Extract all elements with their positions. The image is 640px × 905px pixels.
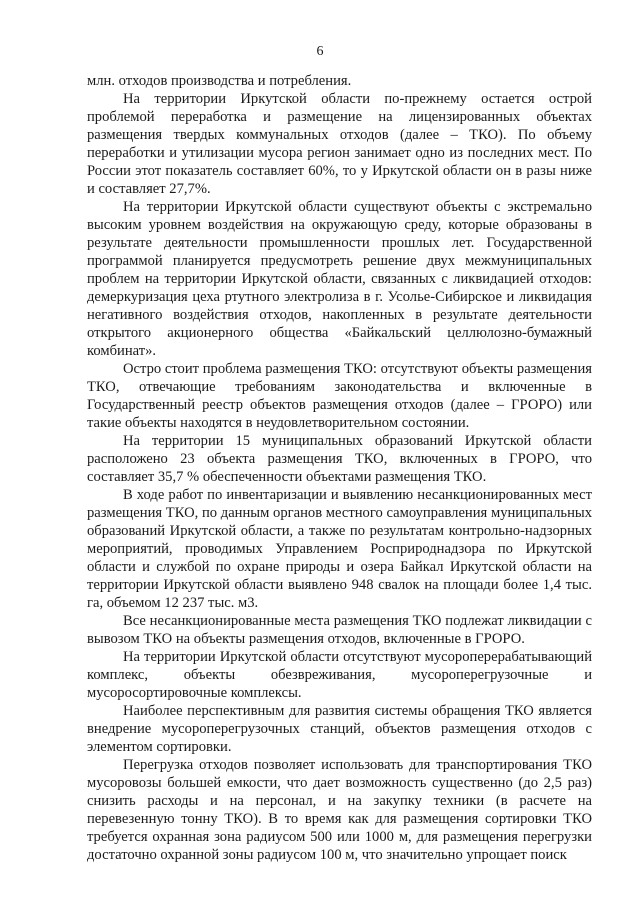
paragraph: В ходе работ по инвентаризации и выявлению несанкционированных мест размещения ТКО, по данным органов местного самоуправления муниципальных образований Иркутской области, а также по результатам контрольно-надзорных мероприятий, проводимых Управлением Росприроднадзора по Иркутской области и службой по охране природы и озера Байкал Иркутской области на территории Иркутской области выявлено 948 свалок на площади более 1,4 тыс. га, объемом 12 237 тыс. м3. <box>87 487 592 611</box>
paragraph: Наиболее перспективным для развития системы обращения ТКО является внедрение мусороперегрузочных станций, объектов размещения отходов с элементом сортировки. <box>87 703 592 755</box>
paragraph: Все несанкционированные места размещения ТКО подлежат ликвидации с вывозом ТКО на объекты размещения отходов, включенные в ГРОРО. <box>87 613 592 647</box>
paragraph: На территории Иркутской области отсутствуют мусороперерабатывающий комплекс, объекты обезвреживания, мусороперегрузочные и мусоросортировочные комплексы. <box>87 649 592 701</box>
paragraph: На территории Иркутской области существуют объекты с экстремально высоким уровнем воздействия на окружающую среду, которые образованы в результате деятельности промышленности прошлых лет. Государственной программой планируется предусмотреть решение двух межмуниципальных проблем на территории Иркутской области, связанных с ликвидацией отходов: демеркуризация цеха ртутного электролиза в г. Усолье-Сибирское и ликвидация негативного воздействия отходов, накопленных в результате деятельности открытого акционерного общества «Байкальский целлюлозно-бумажный комбинат». <box>87 199 592 359</box>
paragraph: На территории Иркутской области по-прежнему остается острой проблемой переработка и размещение на лицензированных объектах размещения твердых коммунальных отходов (далее – ТКО). По объему переработки и утилизации мусора регион занимает одно из последних мест. По России этот показатель составляет 60%, то у Иркутской области он в разы ниже и составляет 27,7%. <box>87 91 592 197</box>
paragraph: Перегрузка отходов позволяет использовать для транспортирования ТКО мусоровозы большей емкости, что дает возможность существенно (до 2,5 раз) снизить расходы и на персонал, и на закупку техники (в расчете на перевезенную тонну ТКО). В то время как для размещения сортировки ТКО требуется охранная зона радиусом 500 или 1000 м, для размещения перегрузки достаточно охранной зоны радиусом 100 м, что значительно упрощает поиск <box>87 757 592 863</box>
paragraph: Остро стоит проблема размещения ТКО: отсутствуют объекты размещения ТКО, отвечающие требованиям законодательства и включенные в Государственный реестр объектов размещения отходов (далее – ГРОРО) или такие объекты находятся в неудовлетворительном состоянии. <box>87 361 592 431</box>
paragraph: млн. отходов производства и потребления. <box>87 73 352 89</box>
page-number: 6 <box>316 44 324 59</box>
paragraph: На территории 15 муниципальных образований Иркутской области расположено 23 объекта размещения ТКО, включенных в ГРОРО, что составляет 35,7 % обеспеченности объектами размещения ТКО. <box>87 433 592 485</box>
body-text <box>87 72 592 864</box>
